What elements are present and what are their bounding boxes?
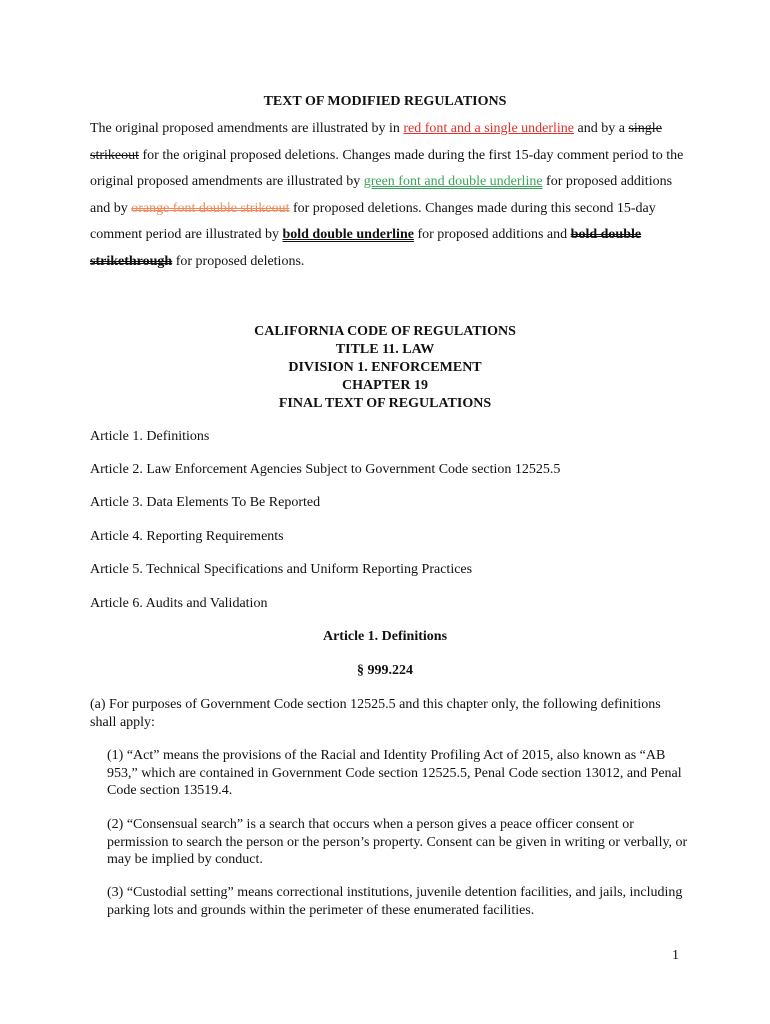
intro-text: for the original proposed deletions. Changes made during the first 15-day comment period to the original proposed amendments are illustrated by (90, 147, 684, 189)
article-list-item: Article 3. Data Elements To Be Reported (90, 495, 321, 510)
section-number: § 999.224 (357, 663, 413, 678)
definition-3: (3) “Custodial setting” means correctional institutions, juvenile detention facilities, and jails, including parking lots and grounds within the perimeter of these enumerated facilities. (107, 885, 683, 918)
intro-text: The original proposed amendments are illustrated by in (90, 121, 404, 136)
article-list-item: Article 6. Audits and Validation (90, 596, 268, 611)
bold-double-strikethrough-sample: bold double strikethrough (90, 227, 642, 269)
article-list-item: Article 2. Law Enforcement Agencies Subject to Government Code section 12525.5 (90, 462, 561, 477)
strikeout-sample: single strikeout (90, 121, 662, 163)
page-number: 1 (672, 948, 679, 963)
definition-2: (2) “Consensual search” is a search that occurs when a person gives a peace officer consent or permission to search the person or the person’s property. Consent can be given in writing or verbally, or may be implied by conduct. (107, 817, 688, 867)
article-heading: Article 1. Definitions (322, 629, 448, 644)
orange-double-strikeout-sample: orange font double strikeout (131, 200, 290, 216)
red-underline-sample: red font and a single underline (403, 121, 575, 136)
intro-text: for proposed deletions. Changes made during this second 15-day comment period are illustrated by (90, 200, 656, 242)
heading-line: FINAL TEXT OF REGULATIONS (278, 396, 492, 411)
heading-line: TITLE 11. LAW (335, 342, 435, 357)
regulation-heading (0, 323, 770, 413)
bold-double-underline-sample: bold double underline (282, 227, 414, 242)
document-title: TEXT OF MODIFIED REGULATIONS (263, 94, 507, 109)
definition-1: (1) “Act” means the provisions of the Racial and Identity Profiling Act of 2015, also known as “AB 953,” which are contained in Government Code section 12525.5, Penal Code section 13012, and Penal Code section 13519.4. (107, 748, 682, 798)
green-double-underline-sample: green font and double underline (363, 174, 543, 189)
article-list-item: Article 5. Technical Specifications and Uniform Reporting Practices (90, 562, 473, 577)
intro-paragraph (90, 116, 690, 275)
intro-text: for proposed deletions. (172, 253, 305, 269)
intro-text: and by a (574, 121, 629, 136)
heading-line: CHAPTER 19 (342, 378, 428, 393)
heading-line: DIVISION 1. ENFORCEMENT (288, 360, 482, 375)
heading-line: CALIFORNIA CODE OF REGULATIONS (254, 324, 516, 339)
article-list-item: Article 4. Reporting Requirements (90, 529, 284, 544)
intro-text: for proposed additions and by (90, 174, 673, 216)
paragraph-a: (a) For purposes of Government Code section 12525.5 and this chapter only, the following definitions shall apply: (90, 697, 661, 730)
article-list-item: Article 1. Definitions (90, 429, 210, 444)
intro-text: for proposed additions and (413, 227, 571, 242)
